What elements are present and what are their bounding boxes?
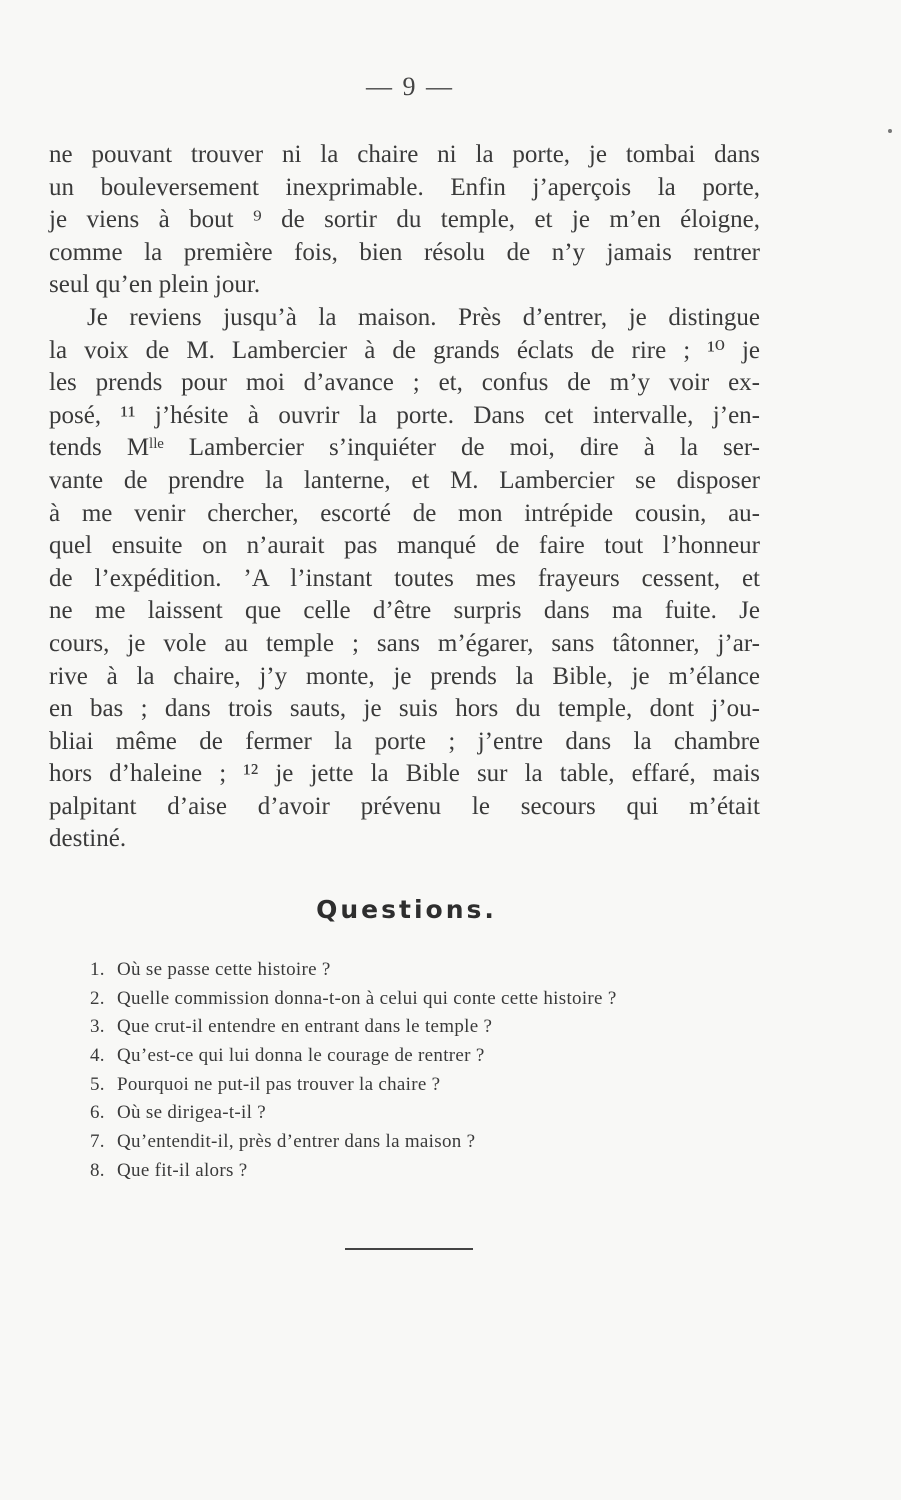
- text-line: posé, ¹¹ j’hésite à ouvrir la porte. Dans cet intervalle, j’en-: [49, 401, 760, 429]
- text-line: de l’expédition. ’A l’instant toutes mes frayeurs cessent, et: [49, 564, 760, 592]
- question-number: 5.: [90, 1073, 105, 1095]
- text-line: ne pouvant trouver ni la chaire ni la porte, je tombai dans: [49, 141, 760, 168]
- question-number: 4.: [90, 1045, 105, 1067]
- page-speck: [888, 129, 892, 133]
- question-number: 3.: [90, 1016, 105, 1038]
- text-line: un bouleversement inexprimable. Enfin j’aperçois la porte,: [49, 173, 760, 201]
- text-line: les prends pour moi d’avance ; et, confus de m’y voir ex-: [49, 369, 760, 397]
- text-line: ne me laissent que celle d’être surpris dans ma fuite. Je: [49, 597, 760, 625]
- question-text: Pourquoi ne put-il pas trouver la chaire ?: [117, 1073, 441, 1095]
- question-item: [90, 1128, 790, 1157]
- text-line: la voix de M. Lambercier à de grands éclats de rire ; ¹⁰ je: [49, 336, 760, 364]
- text-line: comme la première fois, bien résolu de n’y jamais rentrer: [49, 238, 760, 266]
- text-line: Je reviens jusqu’à la maison. Près d’entrer, je distingue: [87, 303, 760, 331]
- question-number: 7.: [90, 1131, 105, 1153]
- text-line: seul qu’en plein jour.: [49, 271, 261, 299]
- text-line: palpitant d’aise d’avoir prévenu le secours qui m’était: [49, 792, 760, 820]
- question-text: Qu’entendit-il, près d’entrer dans la maison ?: [117, 1131, 476, 1153]
- question-item: [90, 1157, 790, 1186]
- question-item: [90, 956, 790, 985]
- text-line: destiné.: [49, 825, 127, 853]
- text-line: tends Mˡˡᵉ Lambercier s’inquiéter de moi, dire à la ser-: [49, 434, 760, 462]
- text-line: je viens à bout ⁹ de sortir du temple, et je m’en éloigne,: [49, 206, 760, 234]
- question-item: [90, 1071, 790, 1100]
- text-line: vante de prendre la lanterne, et M. Lambercier se disposer: [49, 466, 760, 494]
- question-text: Que fit-il alors ?: [117, 1159, 248, 1181]
- body-text: [49, 139, 760, 856]
- question-item: [90, 1099, 790, 1128]
- text-line: quel ensuite on n’aurait pas manqué de faire tout l’honneur: [49, 532, 760, 560]
- text-line: à me venir chercher, escorté de mon intrépide cousin, au-: [49, 499, 760, 527]
- question-text: Où se passe cette histoire ?: [117, 959, 331, 980]
- text-line: hors d’haleine ; ¹² je jette la Bible sur la table, effaré, mais: [49, 760, 760, 788]
- text-line: bliai même de fermer la porte ; j’entre dans la chambre: [49, 727, 760, 755]
- question-item: [90, 985, 790, 1014]
- page-number: — 9 —: [366, 72, 454, 101]
- end-rule: [345, 1248, 473, 1250]
- question-text: Que crut-il entendre en entrant dans le temple ?: [117, 1016, 493, 1038]
- question-text: Où se dirigea-t-il ?: [117, 1102, 266, 1124]
- question-number: 6.: [90, 1102, 105, 1124]
- text-line: cours, je vole au temple ; sans m’égarer, sans tâtonner, j’ar-: [49, 629, 760, 657]
- question-number: 8.: [90, 1159, 105, 1181]
- question-item: [90, 1042, 790, 1071]
- question-text: Qu’est-ce qui lui donna le courage de rentrer ?: [117, 1045, 485, 1067]
- question-number: 2.: [90, 987, 105, 1009]
- text-line: en bas ; dans trois sauts, je suis hors du temple, dont j’ou-: [49, 695, 760, 723]
- text-line: rive à la chaire, j’y monte, je prends la Bible, je m’élance: [49, 662, 760, 690]
- question-number: 1.: [90, 959, 105, 980]
- question-text: Quelle commission donna-t-on à celui qui conte cette histoire ?: [117, 987, 617, 1009]
- question-item: [90, 1013, 790, 1042]
- questions-heading: Questions.: [316, 895, 497, 924]
- questions-list: [90, 956, 790, 1186]
